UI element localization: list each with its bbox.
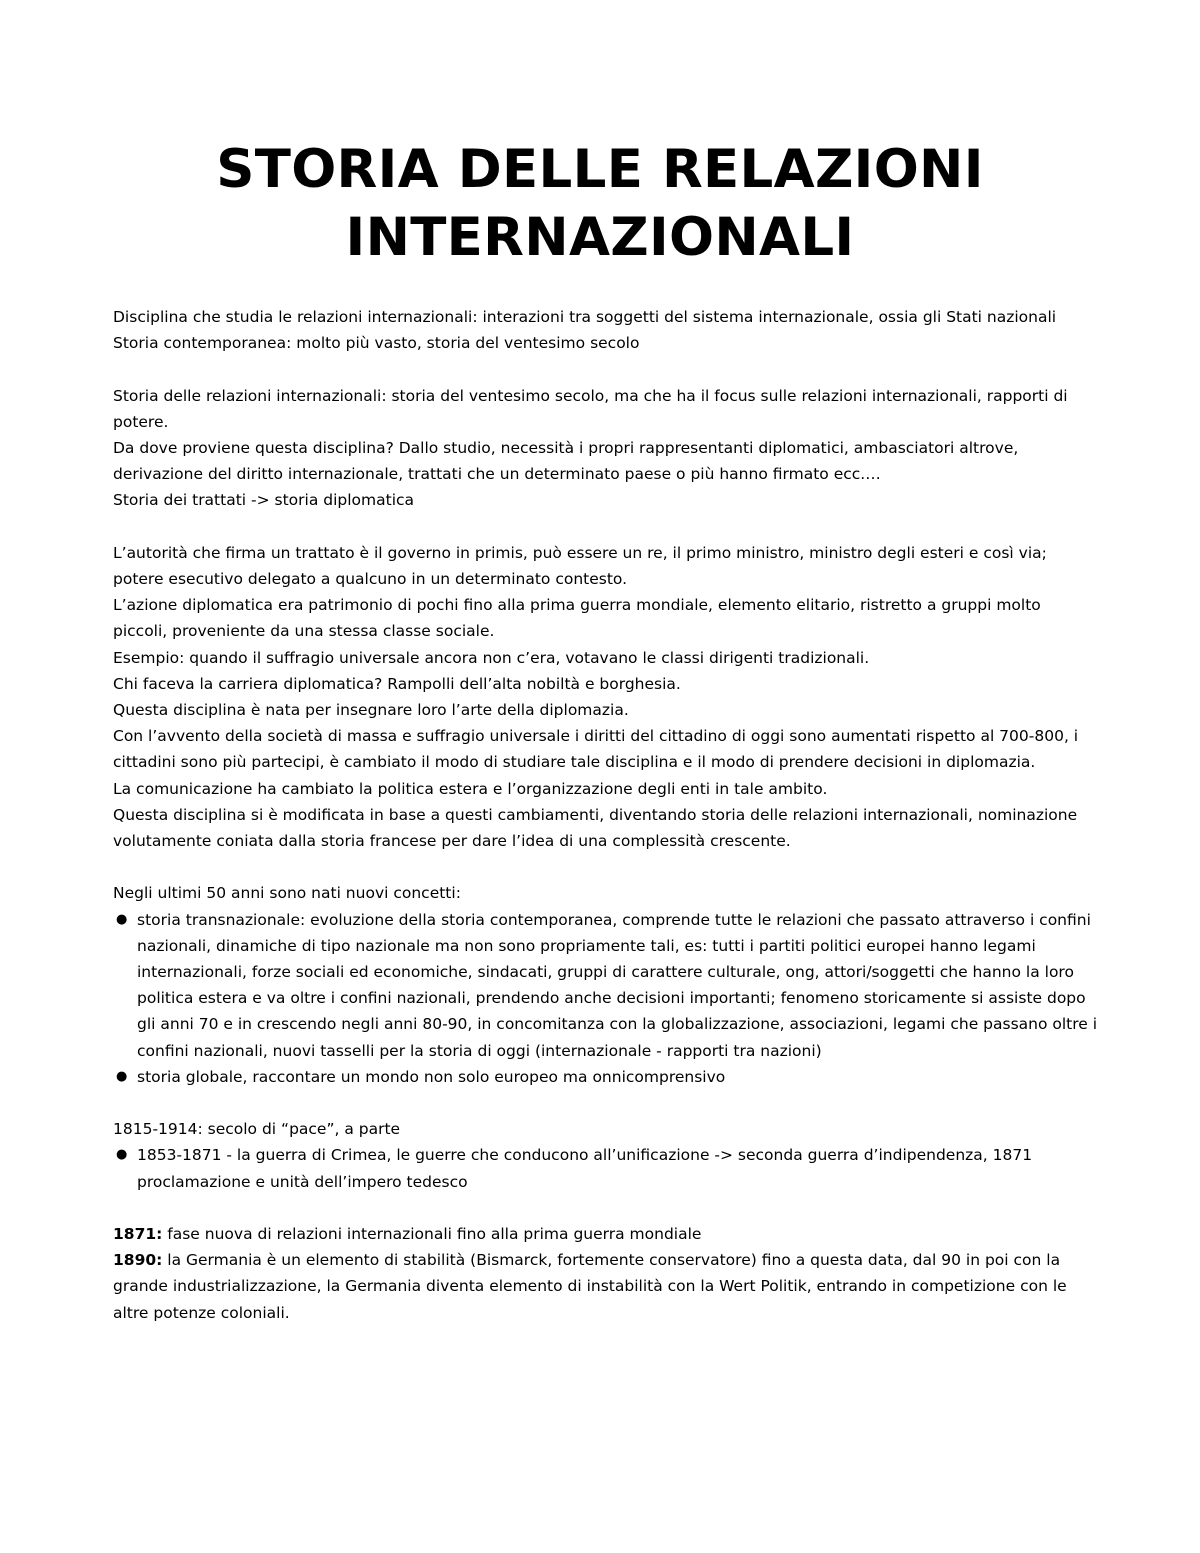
list-item-text: storia globale, raccontare un mondo non solo europeo ma onnicomprensivo [137,1067,726,1086]
paragraph-gap [113,854,1098,880]
paragraph-gap [113,1195,1098,1221]
document-body [113,304,1098,1326]
paragraph-text: la Germania è un elemento di stabilità (Bismarck, fortemente conservatore) fino a questa data, dal 90 in poi con la grande industrializzazione, la Germania diventa elemento di instabilità con la Wert Politik, entrando in competizione con le altre potenze coloniali. [113,1251,1067,1322]
bullet-icon: ● [116,1147,128,1163]
list-item-text: 1853-1871 - la guerra di Crimea, le guerre che conducono all’unificazione -> seconda guerra d’indipendenza, 1871 proclamazione e unità dell’impero tedesco [137,1146,1033,1191]
bullet-icon: ● [116,911,128,927]
year-label: 1890: [113,1251,163,1270]
paragraph: Questa disciplina si è modificata in base a questi cambiamenti, diventando storia delle relazioni internazionali, nominazione volutamente coniata dalla storia francese per dare l’idea di una complessità crescente. [113,805,1078,851]
paragraph: Esempio: quando il suffragio universale ancora non c’era, votavano le classi dirigenti tradizionali. [113,648,870,667]
paragraph: Chi faceva la carriera diplomatica? Rampolli dell’alta nobiltà e borghesia. [113,674,681,693]
title-line-2: INTERNAZIONALI [345,207,855,268]
paragraph: Con l’avvento della società di massa e suffragio universale i diritti del cittadino di oggi sono aumentati rispetto al 700-800, i cittadini sono più partecipi, è cambiato il modo di studiare tale disciplina e il modo di prendere decisioni in diplomazia. [113,727,1079,772]
concepts-list [113,907,1098,1090]
paragraph: Negli ultimi 50 anni sono nati nuovi concetti: [113,884,461,903]
paragraph [113,1247,1098,1326]
paragraph: Questa disciplina è nata per insegnare loro l’arte della diplomazia. [113,701,629,720]
bullet-icon: ● [116,1068,128,1084]
paragraph: La comunicazione ha cambiato la politica estera e l’organizzazione degli enti in tale ambito. [113,779,828,798]
paragraph: Da dove proviene questa disciplina? Dallo studio, necessità i propri rappresentanti diplomatici, ambasciatori altrove, derivazione del diritto internazionale, trattati che un determinato paese o più hanno firmato ecc.… [113,439,1019,484]
list-item [113,1064,1098,1090]
period-list [113,1142,1098,1194]
paragraph: Storia contemporanea: molto più vasto, storia del ventesimo secolo [113,334,640,353]
paragraph: L’autorità che firma un trattato è il governo in primis, può essere un re, il primo ministro, ministro degli esteri e così via; potere esecutivo delegato a qualcuno in un determinato contesto. [113,543,1047,588]
paragraph-gap [113,1090,1098,1116]
paragraph: Storia dei trattati -> storia diplomatica [113,491,415,510]
paragraph-text: fase nuova di relazioni internazionali fino alla prima guerra mondiale [162,1225,702,1244]
paragraph-gap [113,514,1098,540]
list-item [113,907,1098,1064]
paragraph: L’azione diplomatica era patrimonio di pochi fino alla prima guerra mondiale, elemento elitario, ristretto a gruppi molto piccoli, proveniente da una stessa classe sociale. [113,596,1041,641]
list-item [113,1142,1098,1194]
paragraph: 1815-1914: secolo di “pace”, a parte [113,1120,401,1139]
paragraph: Disciplina che studia le relazioni internazionali: interazioni tra soggetti del sistema internazionale, ossia gli Stati nazionali [113,308,1057,326]
paragraph-gap [113,356,1098,382]
list-item-text: storia transnazionale: evoluzione della storia contemporanea, comprende tutte le relazioni che passato attraverso i confini nazionali, dinamiche di tipo nazionale ma non sono propriamente tali, es: tutti i partiti politici europei hanno legami internazionali, forze sociali ed economiche, sindacati, gruppi di carattere culturale, ong, attori/soggetti che hanno la loro politica estera e va oltre i confini nazionali, prendendo anche decisioni importanti; fenomeno storicamente si assiste dopo gli anni 70 e in crescendo negli anni 80-90, in concomitanza con la globalizzazione, associazioni, legami che passano oltre i confini nazionali, nuovi tasselli per la storia di oggi (internazionale - rapporti tra nazioni) [137,910,1098,1060]
paragraph [113,1221,1098,1247]
document-title [0,136,1200,272]
title-line-1: STORIA DELLE RELAZIONI [216,139,984,200]
year-label: 1871: [113,1225,163,1244]
paragraph: Storia delle relazioni internazionali: storia del ventesimo secolo, ma che ha il focus sulle relazioni internazionali, rapporti di potere. [113,386,1068,431]
